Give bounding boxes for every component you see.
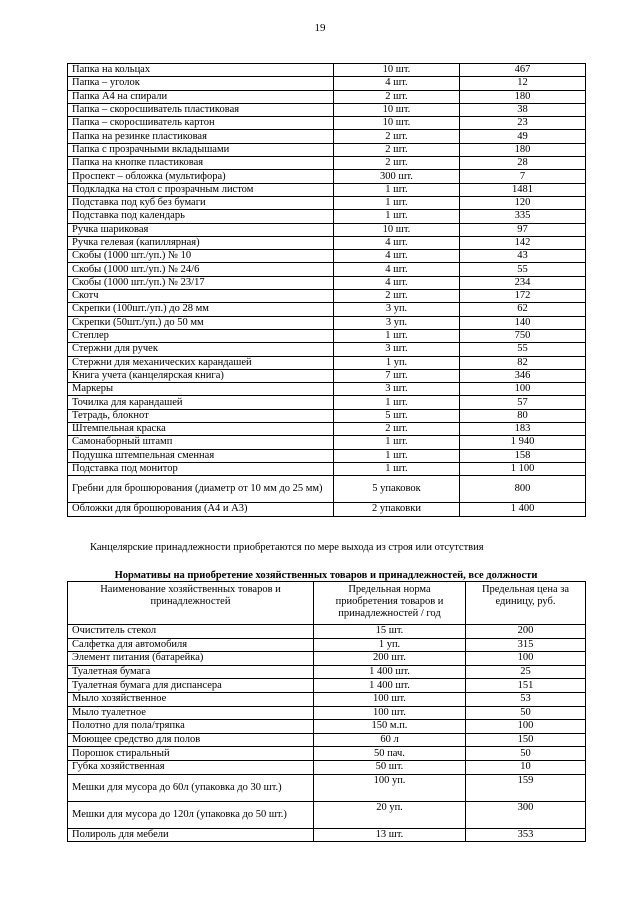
cell-qty: 5 шт. — [334, 409, 460, 422]
cell-name: Туалетная бумага — [68, 665, 314, 679]
cell-price: 159 — [466, 774, 586, 801]
cell-name: Ручка шариковая — [68, 223, 334, 236]
cell-qty: 3 уп. — [334, 316, 460, 329]
table-row — [68, 250, 586, 263]
cell-price: 50 — [466, 747, 586, 761]
table-row — [68, 130, 586, 143]
cell-qty: 60 л — [314, 733, 466, 747]
cell-price: 53 — [466, 692, 586, 706]
household-table — [67, 581, 586, 842]
cell-name: Порошок стиральный — [68, 747, 314, 761]
cell-name: Папка – уголок — [68, 77, 334, 90]
cell-price: 750 — [460, 329, 586, 342]
cell-name: Самонаборный штамп — [68, 436, 334, 449]
cell-qty: 1 400 шт. — [314, 665, 466, 679]
cell-qty: 10 шт. — [334, 117, 460, 130]
table-row — [68, 263, 586, 276]
cell-qty: 10 шт. — [334, 103, 460, 116]
table-row — [68, 747, 586, 761]
cell-price: 142 — [460, 236, 586, 249]
cell-price: 346 — [460, 369, 586, 382]
cell-qty: 100 уп. — [314, 774, 466, 801]
cell-name: Папка А4 на спирали — [68, 90, 334, 103]
table-row — [68, 303, 586, 316]
table-row — [68, 64, 586, 77]
table-row — [68, 801, 586, 828]
cell-qty: 13 шт. — [314, 828, 466, 842]
cell-qty: 20 уп. — [314, 801, 466, 828]
cell-qty: 2 упаковки — [334, 503, 460, 516]
cell-qty: 4 шт. — [334, 236, 460, 249]
page-number: 19 — [314, 22, 326, 34]
cell-price: 1 940 — [460, 436, 586, 449]
cell-price: 25 — [466, 665, 586, 679]
table-row — [68, 276, 586, 289]
cell-price: 23 — [460, 117, 586, 130]
table-header-row — [68, 582, 586, 625]
cell-name: Гребни для брошюрования (диаметр от 10 мм до 25 мм) — [68, 476, 334, 503]
cell-price: 7 — [460, 170, 586, 183]
cell-price: 140 — [460, 316, 586, 329]
table-row — [68, 223, 586, 236]
cell-qty: 1 400 шт. — [314, 679, 466, 693]
cell-qty: 2 шт. — [334, 90, 460, 103]
cell-price: 82 — [460, 356, 586, 369]
cell-qty: 4 шт. — [334, 250, 460, 263]
cell-qty: 100 шт. — [314, 692, 466, 706]
cell-price: 57 — [460, 396, 586, 409]
table-row — [68, 436, 586, 449]
cell-name: Скотч — [68, 290, 334, 303]
table-row — [68, 423, 586, 436]
stationery-note: Канцелярские принадлежности приобретаются по мере выхода из строя или отсутствия — [90, 542, 484, 553]
cell-price: 97 — [460, 223, 586, 236]
cell-name: Мешки для мусора до 120л (упаковка до 50 шт.) — [68, 801, 314, 828]
table-row — [68, 828, 586, 842]
cell-price: 38 — [460, 103, 586, 116]
table-row — [68, 143, 586, 156]
cell-qty: 4 шт. — [334, 263, 460, 276]
cell-qty: 1 уп. — [314, 638, 466, 652]
cell-price: 100 — [460, 383, 586, 396]
cell-qty: 100 шт. — [314, 706, 466, 720]
cell-name: Скобы (1000 шт./уп.) № 23/17 — [68, 276, 334, 289]
cell-name: Ручка гелевая (капиллярная) — [68, 236, 334, 249]
cell-qty: 10 шт. — [334, 223, 460, 236]
cell-qty: 1 шт. — [334, 210, 460, 223]
table-row — [68, 356, 586, 369]
cell-qty: 2 шт. — [334, 157, 460, 170]
cell-name: Книга учета (канцелярская книга) — [68, 369, 334, 382]
cell-qty: 1 шт. — [334, 449, 460, 462]
table-row — [68, 90, 586, 103]
cell-name: Проспект – обложка (мультифора) — [68, 170, 334, 183]
table-row — [68, 720, 586, 734]
cell-name: Скрепки (50шт./уп.) до 50 мм — [68, 316, 334, 329]
cell-price: 234 — [460, 276, 586, 289]
cell-qty: 2 шт. — [334, 423, 460, 436]
table-row — [68, 103, 586, 116]
table-row — [68, 329, 586, 342]
table-row — [68, 449, 586, 462]
cell-qty: 50 шт. — [314, 760, 466, 774]
table-row — [68, 652, 586, 666]
table-row — [68, 733, 586, 747]
cell-price: 200 — [466, 625, 586, 639]
cell-name: Подкладка на стол с прозрачным листом — [68, 183, 334, 196]
cell-name: Степлер — [68, 329, 334, 342]
header-qty: Предельная норма приобретения товаров и принадлежностей / год — [314, 582, 466, 625]
cell-qty: 3 уп. — [334, 303, 460, 316]
table-row — [68, 117, 586, 130]
cell-price: 12 — [460, 77, 586, 90]
cell-name: Точилка для карандашей — [68, 396, 334, 409]
cell-name: Скрепки (100шт./уп.) до 28 мм — [68, 303, 334, 316]
household-heading: Нормативы на приобретение хозяйственных товаров и принадлежностей, все должности — [114, 570, 538, 581]
cell-name: Штемпельная краска — [68, 423, 334, 436]
cell-qty: 1 уп. — [334, 356, 460, 369]
table-row — [68, 383, 586, 396]
cell-qty: 15 шт. — [314, 625, 466, 639]
cell-name: Салфетка для автомобиля — [68, 638, 314, 652]
cell-name: Туалетная бумага для диспансера — [68, 679, 314, 693]
cell-name: Папка – скоросшиватель картон — [68, 117, 334, 130]
cell-price: 100 — [466, 652, 586, 666]
table-row — [68, 210, 586, 223]
cell-name: Очиститель стекол — [68, 625, 314, 639]
cell-name: Подставка под монитор — [68, 462, 334, 475]
cell-price: 55 — [460, 263, 586, 276]
cell-price: 120 — [460, 196, 586, 209]
table-row — [68, 290, 586, 303]
cell-qty: 1 шт. — [334, 436, 460, 449]
table-row — [68, 706, 586, 720]
table-row — [68, 774, 586, 801]
cell-name: Папка на кнопке пластиковая — [68, 157, 334, 170]
table-row — [68, 638, 586, 652]
cell-name: Подставка под календарь — [68, 210, 334, 223]
cell-price: 1 400 — [460, 503, 586, 516]
cell-qty: 1 шт. — [334, 462, 460, 475]
cell-name: Папка с прозрачными вкладышами — [68, 143, 334, 156]
cell-price: 49 — [460, 130, 586, 143]
cell-price: 55 — [460, 343, 586, 356]
cell-qty: 4 шт. — [334, 77, 460, 90]
cell-qty: 200 шт. — [314, 652, 466, 666]
table-row — [68, 625, 586, 639]
cell-qty: 2 шт. — [334, 143, 460, 156]
stationery-table — [67, 63, 586, 517]
cell-price: 50 — [466, 706, 586, 720]
cell-name: Папка на кольцах — [68, 64, 334, 77]
cell-name: Скобы (1000 шт./уп.) № 10 — [68, 250, 334, 263]
cell-price: 315 — [466, 638, 586, 652]
cell-price: 800 — [460, 476, 586, 503]
cell-price: 28 — [460, 157, 586, 170]
cell-qty: 300 шт. — [334, 170, 460, 183]
cell-qty: 4 шт. — [334, 276, 460, 289]
cell-price: 80 — [460, 409, 586, 422]
cell-name: Скобы (1000 шт./уп.) № 24/6 — [68, 263, 334, 276]
cell-name: Подставка под куб без бумаги — [68, 196, 334, 209]
cell-price: 158 — [460, 449, 586, 462]
table-row — [68, 665, 586, 679]
table-row — [68, 503, 586, 516]
cell-price: 300 — [466, 801, 586, 828]
cell-qty: 10 шт. — [334, 64, 460, 77]
table-row — [68, 236, 586, 249]
cell-name: Папка – скоросшиватель пластиковая — [68, 103, 334, 116]
cell-name: Подушка штемпельная сменная — [68, 449, 334, 462]
cell-name: Мыло хозяйственное — [68, 692, 314, 706]
table-row — [68, 476, 586, 503]
cell-name: Стержни для ручек — [68, 343, 334, 356]
cell-price: 353 — [466, 828, 586, 842]
cell-name: Тетрадь, блокнот — [68, 409, 334, 422]
table-row — [68, 170, 586, 183]
cell-name: Обложки для брошюрования (А4 и А3) — [68, 503, 334, 516]
cell-qty: 5 упаковок — [334, 476, 460, 503]
header-price: Предельная цена за единицу, руб. — [466, 582, 586, 625]
cell-price: 1481 — [460, 183, 586, 196]
table-row — [68, 343, 586, 356]
table-row — [68, 462, 586, 475]
cell-qty: 3 шт. — [334, 343, 460, 356]
cell-price: 335 — [460, 210, 586, 223]
cell-qty: 50 пач. — [314, 747, 466, 761]
cell-qty: 2 шт. — [334, 290, 460, 303]
cell-name: Полотно для пола/тряпка — [68, 720, 314, 734]
table-row — [68, 369, 586, 382]
cell-name: Губка хозяйственная — [68, 760, 314, 774]
cell-name: Моющее средство для полов — [68, 733, 314, 747]
cell-qty: 1 шт. — [334, 183, 460, 196]
table-row — [68, 692, 586, 706]
table-row — [68, 679, 586, 693]
cell-qty: 7 шт. — [334, 369, 460, 382]
table-row — [68, 760, 586, 774]
cell-price: 151 — [466, 679, 586, 693]
cell-name: Маркеры — [68, 383, 334, 396]
cell-name: Стержни для механических карандашей — [68, 356, 334, 369]
cell-name: Полироль для мебели — [68, 828, 314, 842]
cell-price: 10 — [466, 760, 586, 774]
cell-price: 150 — [466, 733, 586, 747]
cell-price: 183 — [460, 423, 586, 436]
cell-price: 180 — [460, 90, 586, 103]
cell-price: 180 — [460, 143, 586, 156]
table-row — [68, 396, 586, 409]
cell-name: Элемент питания (батарейка) — [68, 652, 314, 666]
cell-qty: 1 шт. — [334, 196, 460, 209]
table-row — [68, 409, 586, 422]
cell-price: 467 — [460, 64, 586, 77]
table-row — [68, 157, 586, 170]
cell-price: 43 — [460, 250, 586, 263]
table-row — [68, 196, 586, 209]
cell-qty: 2 шт. — [334, 130, 460, 143]
table-row — [68, 316, 586, 329]
table-row — [68, 77, 586, 90]
cell-price: 100 — [466, 720, 586, 734]
cell-price: 172 — [460, 290, 586, 303]
cell-name: Мешки для мусора до 60л (упаковка до 30 шт.) — [68, 774, 314, 801]
header-name: Наименование хозяйственных товаров и принадлежностей — [68, 582, 314, 625]
cell-qty: 1 шт. — [334, 396, 460, 409]
cell-price: 1 100 — [460, 462, 586, 475]
cell-qty: 3 шт. — [334, 383, 460, 396]
cell-qty: 150 м.п. — [314, 720, 466, 734]
table-row — [68, 183, 586, 196]
cell-name: Мыло туалетное — [68, 706, 314, 720]
cell-price: 62 — [460, 303, 586, 316]
cell-name: Папка на резинке пластиковая — [68, 130, 334, 143]
cell-qty: 1 шт. — [334, 329, 460, 342]
